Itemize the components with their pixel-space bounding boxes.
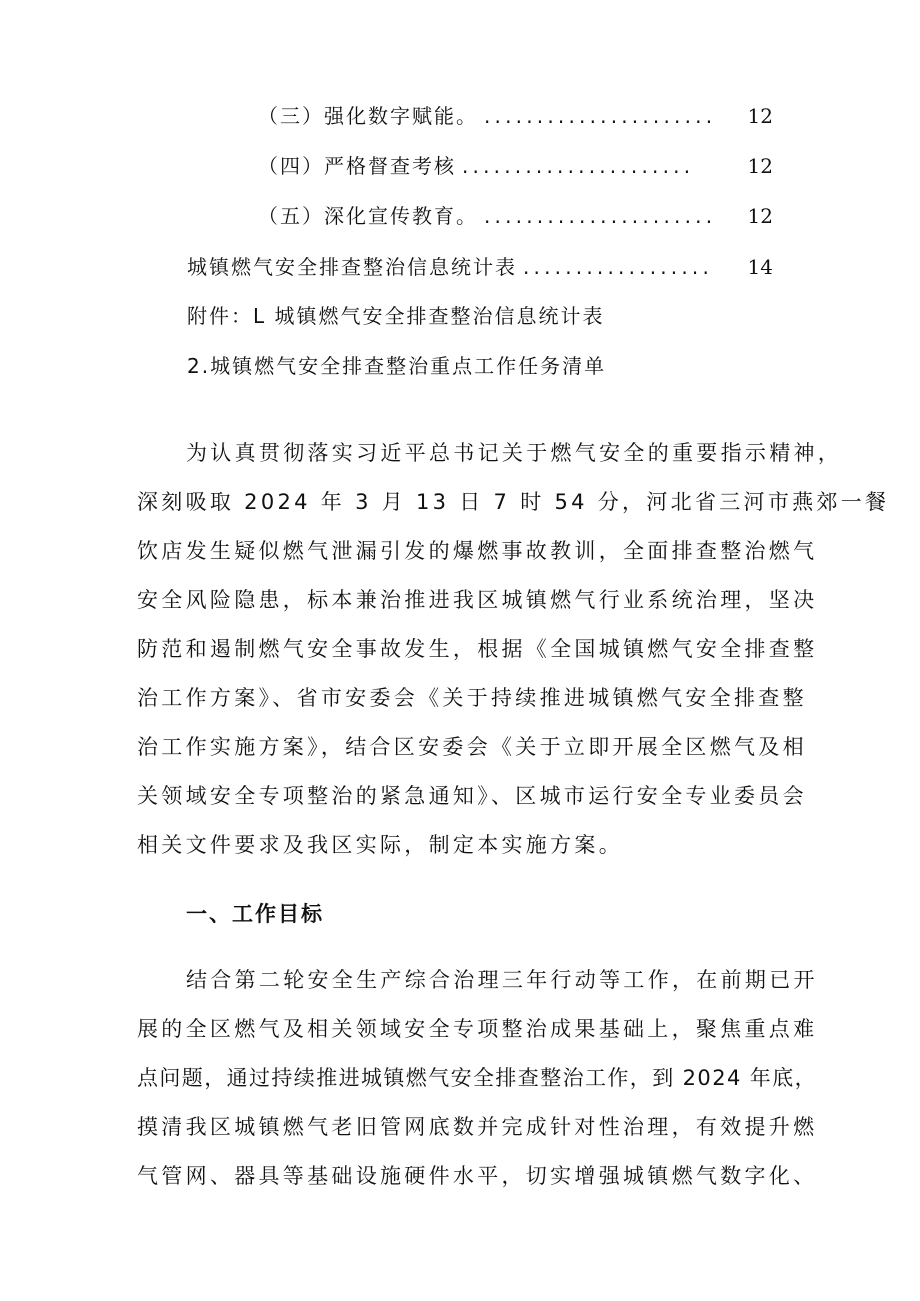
toc-item-page: 12: [747, 104, 773, 128]
toc-item: [258, 151, 773, 181]
section-heading: 一、工作目标: [186, 902, 324, 926]
toc-leader-dots: ......................: [484, 204, 717, 228]
toc-leader-dots: ..................: [523, 255, 714, 279]
intro-line: 深刻吸取 2024 年 3 月 13 日 7 时 54 分，河北省三河市燕郊一餐: [137, 490, 890, 514]
toc-leader-dots: ......................: [484, 104, 717, 128]
section-line: 气管网、器具等基础设施硬件水平，切实增强城镇燃气数字化、: [137, 1164, 818, 1188]
section-line: 摸清我区城镇燃气老旧管网底数并完成针对性治理，有效提升燃: [137, 1115, 818, 1139]
toc-item-label: （三）强化数字赋能。: [258, 104, 478, 128]
toc-item-label: （四）严格督查考核: [258, 154, 456, 178]
intro-line: 治工作方案》、省市安委会《关于持续推进城镇燃气安全排查整: [137, 686, 807, 710]
toc-leader-dots: ......................: [462, 154, 695, 178]
toc-item: [258, 101, 773, 131]
intro-line: 防范和遏制燃气安全事故发生，根据《全国城镇燃气安全排查整: [137, 637, 818, 661]
toc-item-page: 12: [747, 204, 773, 228]
toc-item-page: 12: [747, 154, 773, 178]
toc-item-label: 城镇燃气安全排查整治信息统计表: [187, 255, 517, 279]
toc-item: [258, 201, 773, 231]
intro-line: 治工作实施方案》，结合区安委会《关于立即开展全区燃气及相: [137, 735, 807, 759]
toc-item-label: （五）深化宣传教育。: [258, 204, 478, 228]
intro-line: 为认真贯彻落实习近平总书记关于燃气安全的重要指示精神，: [186, 441, 843, 465]
intro-line: 关领域安全专项整治的紧急通知》、区城市运行安全专业委员会: [137, 784, 807, 808]
intro-line: 饮店发生疑似燃气泄漏引发的爆燃事故教训，全面排查整治燃气: [137, 539, 818, 563]
intro-line: 相关文件要求及我区实际，制定本实施方案。: [137, 833, 623, 857]
section-line: 结合第二轮安全生产综合治理三年行动等工作，在前期已开: [186, 968, 818, 992]
attachment-line-2: 2.城镇燃气安全排查整治重点工作任务清单: [187, 354, 607, 378]
attachment-line-1: 附件：L 城镇燃气安全排查整治信息统计表: [187, 304, 605, 328]
toc-item-page: 14: [747, 255, 773, 279]
intro-line: 安全风险隐患，标本兼治推进我区城镇燃气行业系统治理，坚决: [137, 588, 818, 612]
section-line: 点问题，通过持续推进城镇燃气安全排查整治工作，到 2024 年底，: [137, 1066, 817, 1090]
section-line: 展的全区燃气及相关领域安全专项整治成果基础上，聚焦重点难: [137, 1017, 818, 1041]
toc-item: [187, 252, 773, 282]
